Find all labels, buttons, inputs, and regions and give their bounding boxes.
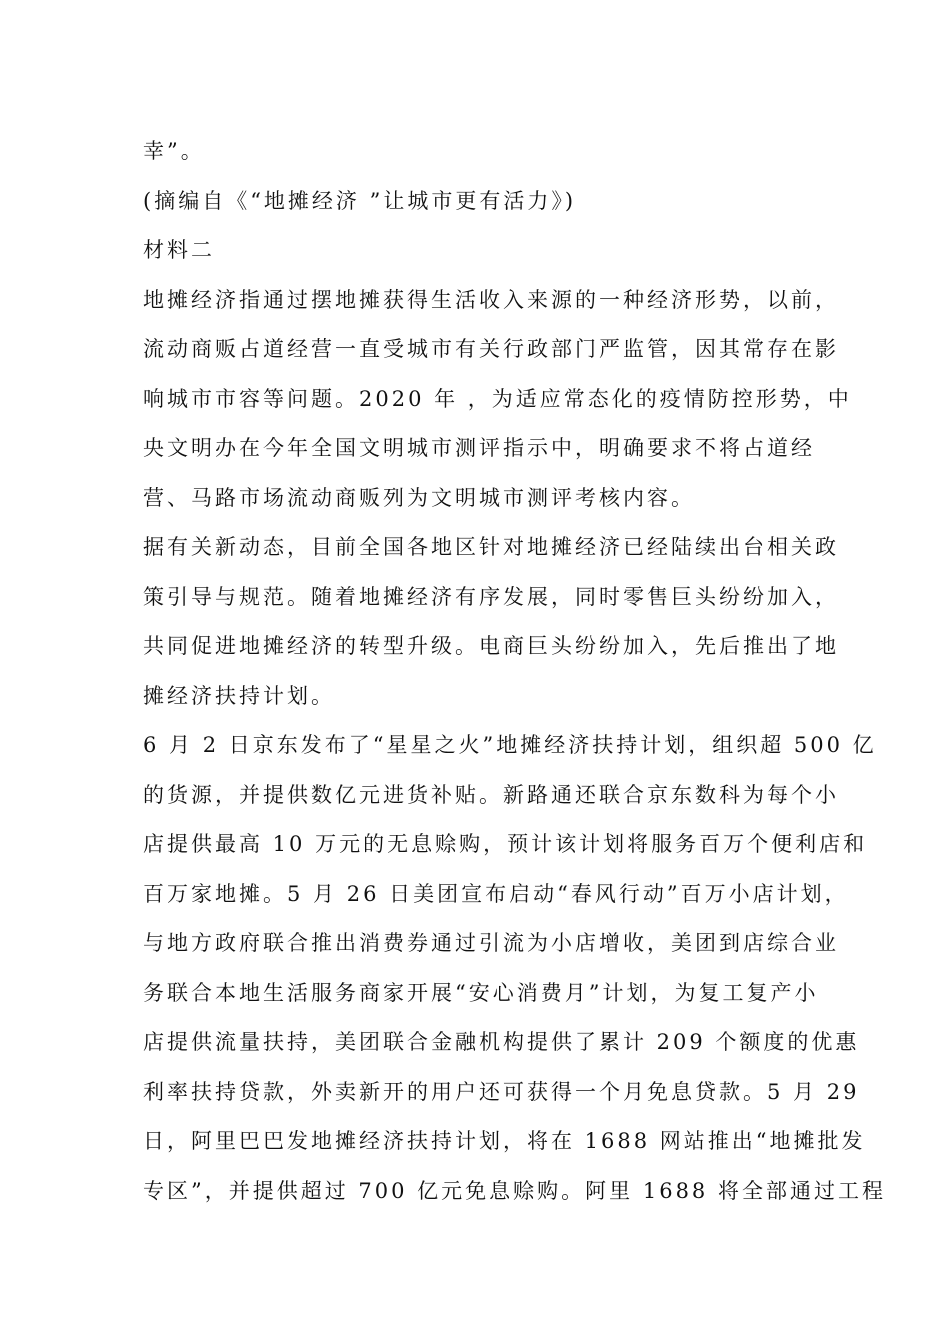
text-line: 6 月 2 日京东发布了“星星之火”地摊经济扶持计划，组织超 500 亿 xyxy=(143,733,877,757)
text-line: 日，阿里巴巴发地摊经济扶持计划，将在 1688 网站推出“地摊批发 xyxy=(143,1129,866,1153)
body-text xyxy=(143,127,886,1216)
text-line: 幸”。 xyxy=(143,139,205,163)
text-line: 策引导与规范。随着地摊经济有序发展，同时零售巨头纷纷加入， xyxy=(143,584,839,609)
source-citation: (摘编自《“地摊经济 ”让城市更有活力》) xyxy=(143,188,577,213)
text-line: 共同促进地摊经济的转型升级。电商巨头纷纷加入，先后推出了地 xyxy=(143,634,839,658)
text-line: 的货源，并提供数亿元进货补贴。新路通还联合京东数科为每个小 xyxy=(143,782,839,807)
text-line: 店提供流量扶持，美团联合金融机构提供了累计 209 个额度的优惠 xyxy=(143,1030,860,1054)
text-line: 地摊经济指通过摆地摊获得生活收入来源的一种经济形势，以前， xyxy=(143,287,839,312)
text-line: 专区”，并提供超过 700 亿元免息赊购。阿里 1688 将全部通过工程 xyxy=(143,1178,886,1203)
text-line: 营、马路市场流动商贩列为文明城市测评考核内容。 xyxy=(143,485,695,510)
text-line: 店提供最高 10 万元的无息赊购，预计该计划将服务百万个便利店和 xyxy=(143,832,868,856)
text-line: 务联合本地生活服务商家开展“安心消费月”计划，为复工复产小 xyxy=(143,980,819,1005)
section-heading: 材料二 xyxy=(143,238,215,262)
text-line: 与地方政府联合推出消费券通过引流为小店增收，美团到店综合业 xyxy=(143,931,839,955)
text-line: 流动商贩占道经营一直受城市有关行政部门严监管，因其常存在影 xyxy=(143,337,839,361)
text-line: 摊经济扶持计划。 xyxy=(143,683,335,708)
text-line: 响城市市容等问题。2020 年 ，为适应常态化的疫情防控形势，中 xyxy=(143,386,852,411)
text-line: 据有关新动态，目前全国各地区针对地摊经济已经陆续出台相关政 xyxy=(143,535,839,559)
text-line: 百万家地摊。5 月 26 日美团宣布启动“春风行动”百万小店计划， xyxy=(143,881,849,906)
text-line: 利率扶持贷款，外卖新开的用户还可获得一个月免息贷款。5 月 29 xyxy=(143,1079,860,1104)
text-line: 央文明办在今年全国文明城市测评指示中，明确要求不将占道经 xyxy=(143,436,815,460)
